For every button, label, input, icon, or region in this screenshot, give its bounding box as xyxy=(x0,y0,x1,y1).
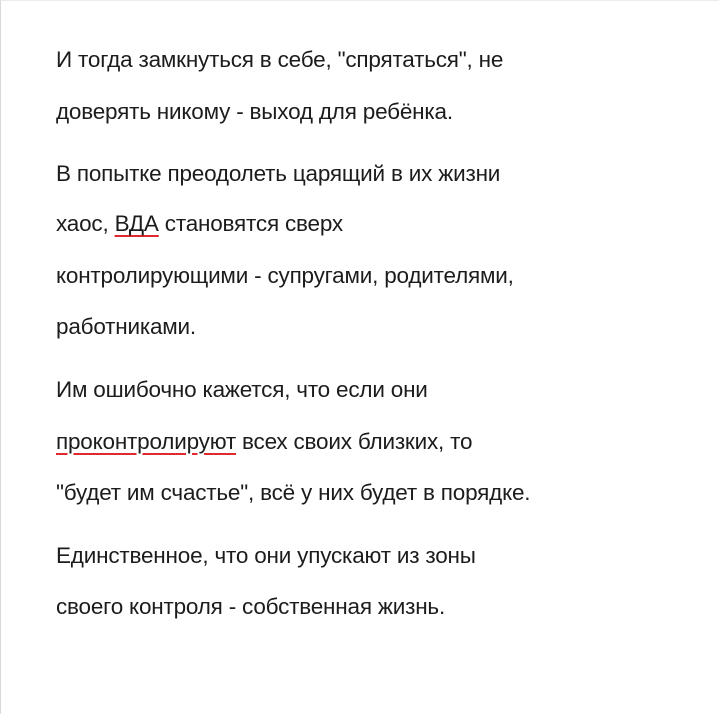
spellcheck-flagged-word[interactable]: ВДА xyxy=(114,211,159,236)
text-line xyxy=(56,209,343,239)
text-line: Единственное, что они упускают из зоны xyxy=(56,543,476,568)
text-line: своего контроля - собственная жизнь. xyxy=(56,594,445,619)
text-line: работниками. xyxy=(56,314,196,339)
text-fragment: хаос, xyxy=(56,211,115,236)
text-line: контролирующими - супругами, родителями, xyxy=(56,263,514,288)
text-line: В попытке преодолеть царящий в их жизни xyxy=(56,161,501,186)
spellcheck-flagged-word[interactable]: проконтролируют xyxy=(56,429,236,454)
text-line xyxy=(56,427,472,457)
text-line: доверять никому - выход для ребёнка. xyxy=(56,99,453,124)
text-line: "будет им счастье", всё у них будет в порядке. xyxy=(56,480,531,505)
text-line: И тогда замкнуться в себе, "спрятаться", не xyxy=(56,47,504,72)
text-fragment: становятся сверх xyxy=(158,211,343,236)
text-line: Им ошибочно кажется, что если они xyxy=(56,377,428,402)
text-fragment: всех своих близких, то xyxy=(235,429,473,454)
